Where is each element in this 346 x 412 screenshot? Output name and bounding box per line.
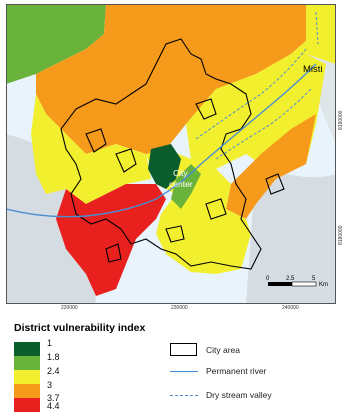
legend-swatch-5 [14,398,40,412]
vulnerability-map[interactable] [6,4,336,304]
coord-x-240000: 240000 [282,305,299,311]
legend-value-2-4: 2.4 [47,366,60,376]
legend-value-1-8: 1.8 [47,352,60,362]
coord-y-8190000: 8190000 [338,110,344,130]
legend-value-4-4: 4.4 [47,401,60,411]
misti-label: Misti [303,64,323,75]
city-area-symbol [170,343,197,356]
city-center-label-line2: center [169,179,193,189]
scale-tick-0: 0 [266,276,270,282]
legend-swatch-3 [14,370,40,384]
legend-title: District vulnerability index [14,322,146,334]
scale-unit: Km [319,282,328,288]
legend-value-3: 3 [47,380,53,390]
scale-tick-2-5: 2.5 [286,276,295,282]
coord-x-230000: 230000 [171,305,188,311]
district-yellow-misti [306,4,336,64]
dry-stream-label: Dry stream valley [206,390,272,400]
legend-value-1: 1 [47,338,53,348]
dry-stream-symbol [170,395,198,396]
city-area-label: City area [206,345,241,355]
coord-y-8180000: 8180000 [338,225,344,245]
map-frame [6,4,336,304]
legend-value-3-7: 3.7 [47,393,60,403]
coord-x-220000: 220000 [61,305,78,311]
city-center-label-line1: City [173,168,188,178]
scale-bar-segment-2 [292,282,316,286]
legend-swatch-4 [14,384,40,398]
legend-swatch-2 [14,356,40,370]
scale-tick-5: 5 [312,276,316,282]
scale-bar-segment-1 [268,282,292,286]
legend-swatch-1 [14,342,40,356]
permanent-river-symbol [170,371,198,372]
permanent-river-label: Permanent river [206,366,267,376]
